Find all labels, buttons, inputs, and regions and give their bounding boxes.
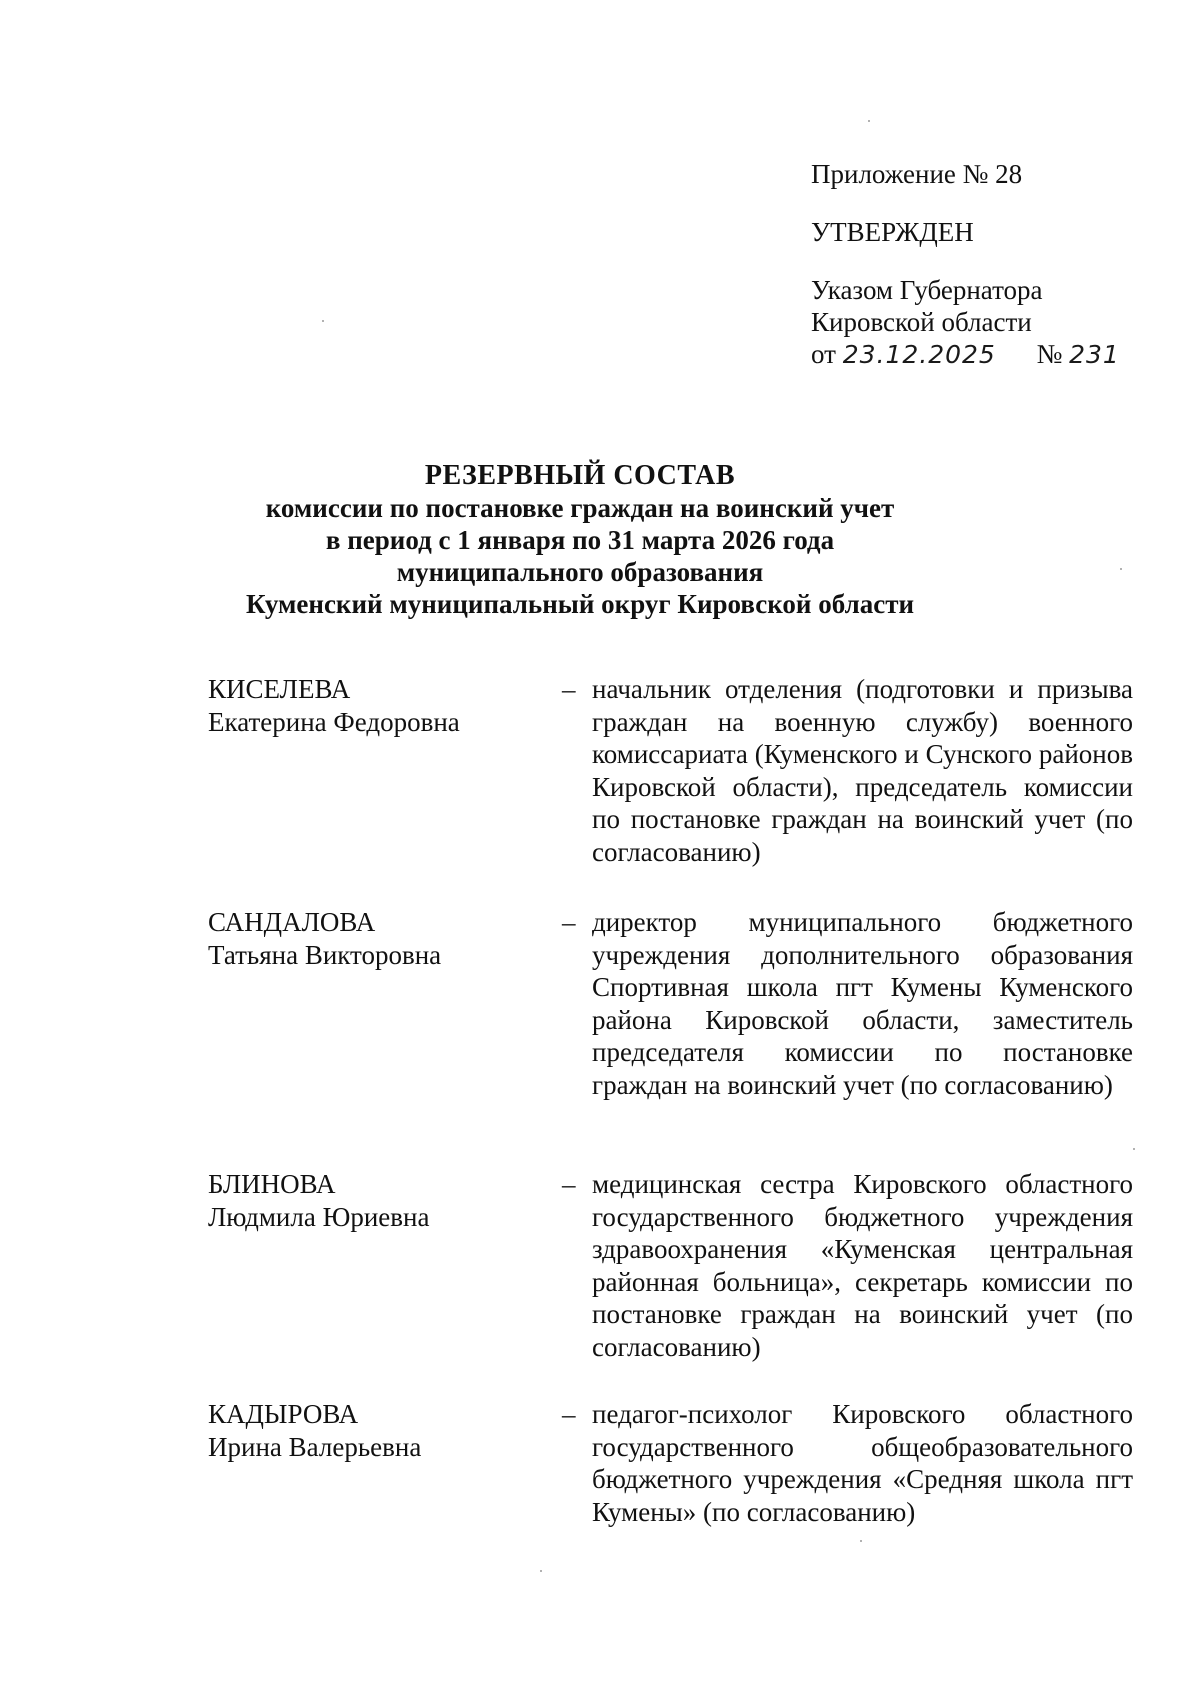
member-name: [208, 1398, 548, 1463]
member-given-name: Татьяна Викторовна: [208, 939, 442, 970]
member-name: [208, 673, 548, 738]
member-given-name: Екатерина Федоровна: [208, 706, 460, 737]
member-dash: –: [562, 1169, 576, 1199]
decree-date-line: [811, 338, 1171, 371]
member-role: директор муниципального бюджетного учреждения дополнительного образования Спортивная школа пгт Кумены Куменского района Кировской области, заместитель председателя комиссии по постановке граждан на воинский учет (по согласованию): [592, 907, 1133, 1100]
member-role: медицинская сестра Кировского областного государственного бюджетного учреждения здравоохранения «Куменская центральная районная больница», секретарь комиссии по постановке граждан на воинский учет (по согласованию): [592, 1169, 1133, 1362]
decree-number: 231: [1069, 340, 1120, 369]
approved-label: УТВЕРЖДЕН: [811, 217, 974, 247]
member-surname: САНДАЛОВА: [208, 907, 376, 937]
approval-block: [811, 158, 1171, 371]
title-line-5: Куменский муниципальный округ Кировской области: [245, 589, 915, 619]
member-surname: БЛИНОВА: [208, 1169, 336, 1199]
member-surname: КИСЕЛЕВА: [208, 674, 351, 704]
document-title: [200, 460, 960, 620]
scan-speck: [540, 1570, 542, 1572]
member-surname: КАДЫРОВА: [208, 1399, 359, 1429]
member-dash: –: [562, 674, 576, 704]
decree-date: 23.12.2025: [842, 340, 996, 369]
member-name: [208, 906, 548, 971]
title-line-2: комиссии по постановке граждан на воинский учет: [265, 493, 895, 523]
member-given-name: Ирина Валерьевна: [208, 1431, 422, 1462]
scan-speck: [868, 120, 870, 122]
member-role: педагог-психолог Кировского областного государственного общеобразовательного бюджетного учреждения «Средняя школа пгт Кумены» (по согласованию): [592, 1399, 1133, 1527]
member-given-name: Людмила Юриевна: [208, 1201, 430, 1232]
scan-speck: [322, 320, 324, 322]
scan-speck: [1133, 1148, 1135, 1150]
scan-speck: [1120, 568, 1122, 570]
title-main: РЕЗЕРВНЫЙ СОСТАВ: [424, 460, 736, 491]
scan-speck: [860, 1540, 862, 1542]
approved-by-line2: Кировской области: [811, 307, 1032, 337]
member-dash: –: [562, 1399, 576, 1429]
member-name: [208, 1168, 548, 1233]
member-role: начальник отделения (подготовки и призыва граждан на военную службу) военного комиссариата (Куменского и Сунского районов Кировской области), председатель комиссии по постановке граждан на воинский учет (по согласованию): [592, 674, 1133, 867]
number-prefix: №: [1036, 339, 1063, 369]
appendix-number: Приложение № 28: [811, 159, 1023, 189]
title-line-3: в период с 1 января по 31 марта 2026 года: [325, 525, 835, 555]
member-dash: –: [562, 907, 576, 937]
date-prefix: от: [811, 339, 836, 369]
title-line-4: муниципального образования: [396, 557, 764, 587]
approved-by-line1: Указом Губернатора: [811, 275, 1043, 305]
